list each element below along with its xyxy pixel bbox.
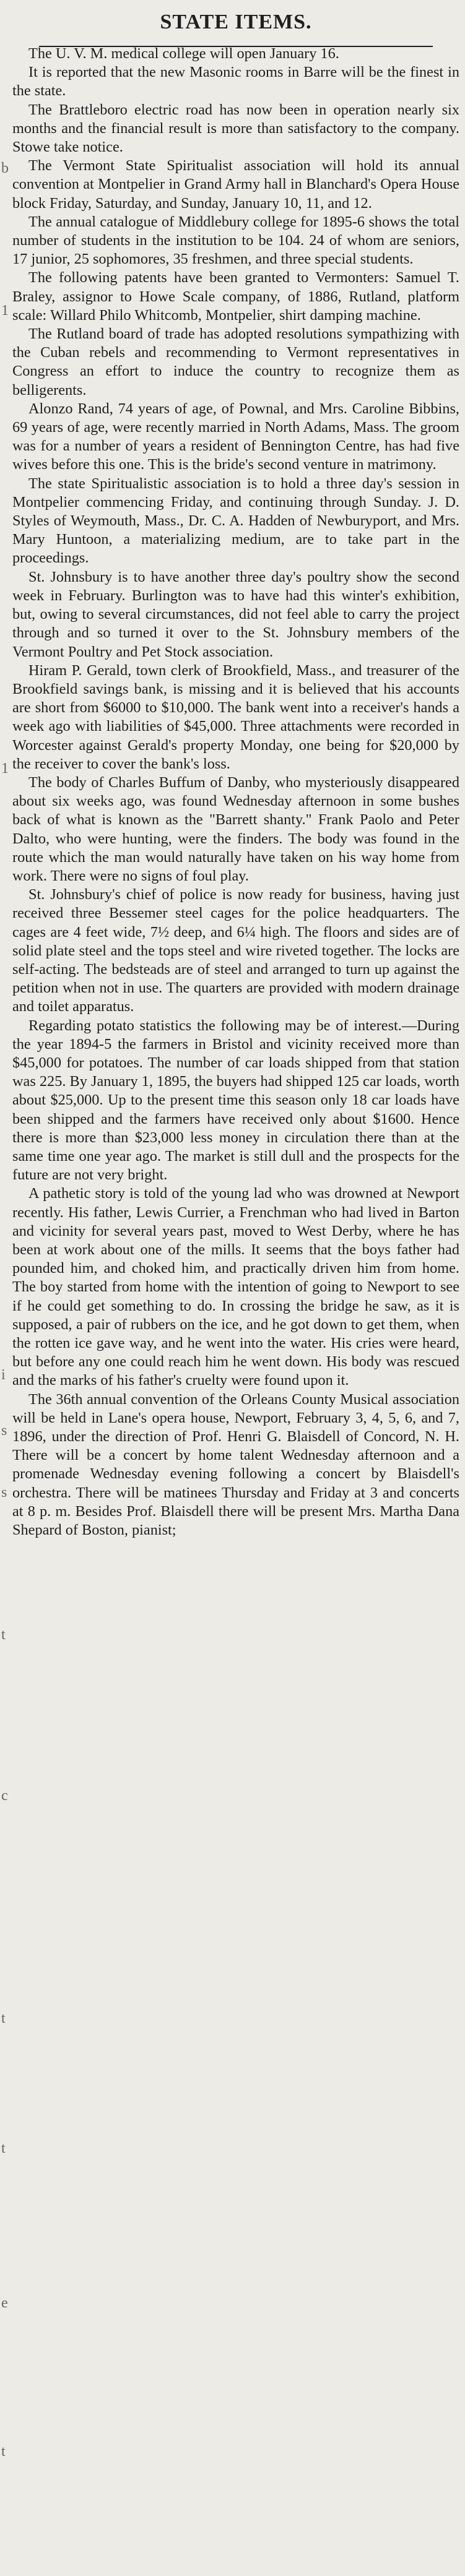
left-gutter-fragments — [0, 0, 11, 2576]
news-item: The 36th annual convention of the Orleans County Musical association will be held in Lane's opera house, Newport, February 3, 4, 5, 6, and 7, 1896, under the direction of Prof. Henri G. Blaisdell of Concord, N. H. There will be a concert by home talent Wednesday afternoon and a promenade Wednesday evening following a concert by Blaisdell's orchestra. There will be matinees Thursday and Friday at 3 and concerts at 8 p. m. Besides Prof. Blaisdell there will be present Mrs. Martha Dana Shepard of Boston, pianist; — [12, 1390, 459, 1539]
section-title: STATE ITEMS. — [160, 11, 312, 33]
article-column — [12, 0, 459, 2576]
news-item: The Rutland board of trade has adopted resolutions sympathizing with the Cuban rebels and recommending to Vermont representatives in Congress an effort to induce the country to recognize them as belligerents. — [12, 325, 459, 398]
news-item: St. Johnsbury is to have another three day's poultry show the second week in February. Burlington was to have had this winter's exhibition, but, owing to several circumstances, did not feel able to carry the project through and so turned it over to the St. Johnsbury members of the Vermont Poultry and Pet Stock association. — [12, 568, 459, 660]
gutter-char: s — [1, 1423, 7, 1439]
gutter-char: 1 — [1, 303, 9, 319]
gutter-char: c — [1, 1788, 8, 1804]
news-item: St. Johnsbury's chief of police is now ready for business, having just received three Bessemer steel cages for the police headquarters. The cages are 4 feet wide, 7½ deep, and 6¼ high. The floors and sides are of solid plate steel and the tops steel and wire riveted together. The locks are self-acting. The bedsteads are of steel and arranged to turn up against the petition when not in use. The quarters are provided with modern drainage and toilet apparatus. — [12, 886, 459, 1015]
gutter-char: i — [1, 1367, 6, 1383]
news-item: Regarding potato statistics the following may be of interest.—During the year 1894-5 the farmers in Bristol and vicinity received more than $45,000 for potatoes. The number of car loads shipped from that station was 225. By January 1, 1895, the buyers had shipped 125 car loads, worth about $25,000. Up to the present time this season only 18 car loads have been shipped and the farmers have received only about $1600. Hence there is more than $23,000 less money in circulation there than at the same time one year ago. The market is still dull and the prospects for the future are not very bright. — [12, 1017, 459, 1184]
news-item: The following patents have been granted to Vermonters: Samuel T. Braley, assignor to Howe Scale company, of 1886, Rutland, platform scale: Willard Philo Whitcomb, Montpelier, shirt damping machine. — [12, 269, 459, 324]
news-item: It is reported that the new Masonic rooms in Barre will be the finest in the state. — [12, 64, 459, 100]
gutter-char: t — [1, 2010, 6, 2027]
news-items — [12, 45, 459, 1540]
gutter-char: e — [1, 2295, 8, 2311]
news-item: Hiram P. Gerald, town clerk of Brookfield, Mass., and treasurer of the Brookfield savings bank, is missing and it is believed that his accounts are short from $6000 to $10,000. The bank went into a receiver's hands a week ago with liabilities of $45,000. Three attachments were recorded in Worcester against Gerald's property Monday, one being for $20,000 by the receiver to cover the bank's loss. — [12, 661, 459, 772]
gutter-char: s — [1, 1484, 7, 1501]
news-item: Alonzo Rand, 74 years of age, of Pownal, and Mrs. Caroline Bibbins, 69 years of age, were recently married in North Adams, Mass. The groom was for a number of years a resident of Bennington Centre, has had five wives before this one. This is the bride's second venture in matrimony. — [12, 400, 459, 473]
news-item: The state Spiritualistic association is to hold a three day's session in Montpelier commencing Friday, and continuing through Sunday. J. D. Styles of Weymouth, Mass., Dr. C. A. Hadden of Newburyport, and Mrs. Mary Huntoon, a materializing medium, are to take part in the proceedings. — [12, 475, 459, 567]
news-item: The Vermont State Spiritualist association will hold its annual convention at Montpelier in Grand Army hall in Blanchard's Opera House block Friday, Saturday, and Sunday, January 10, 11, and 12. — [12, 157, 459, 212]
gutter-char: t — [1, 1627, 6, 1643]
news-item: A pathetic story is told of the young lad who was drowned at Newport recently. His father, Lewis Currier, a Frenchman who had lived in Barton and vicinity for several years past, moved to West Derby, where he has been at work about one of the mills. It seems that the boys father had pounded him, and choked him, and practically driven him from home. The boy started from home with the intention of going to Newport to see if he could get something to do. In crossing the bridge he saw, as it is supposed, a pair of rubbers on the ice, and he got down to get them, when the rotten ice gave way, and he went into the water. His cries were heard, but before any one could reach him he went down. His body was rescued and the marks of his father's cruelty were found upon it. — [12, 1185, 459, 1389]
gutter-char: 1 — [1, 760, 9, 777]
news-item: The U. V. M. medical college will open January 16. — [28, 45, 339, 62]
news-item: The Brattleboro electric road has now been in operation nearly six months and the financial result is more than satisfactory to the company. Stowe take notice. — [12, 101, 459, 156]
gutter-char: b — [1, 160, 9, 176]
gutter-char: t — [1, 2444, 6, 2460]
gutter-char: t — [1, 2140, 6, 2156]
news-item: The annual catalogue of Middlebury college for 1895-6 shows the total number of students in the institution to be 104. 24 of whom are seniors, 17 junior, 25 sophomores, 35 freshmen, and three special students. — [12, 213, 459, 268]
news-item: The body of Charles Buffum of Danby, who mysteriously disappeared about six weeks ago, was found Wednesday afternoon in some bushes back of what is known as the "Barrett shanty." Frank Paolo and Peter Dalto, who were hunting, were the finders. The body was found in the route which the man would naturally have taken on his way home from work. There were no signs of foul play. — [12, 773, 459, 884]
